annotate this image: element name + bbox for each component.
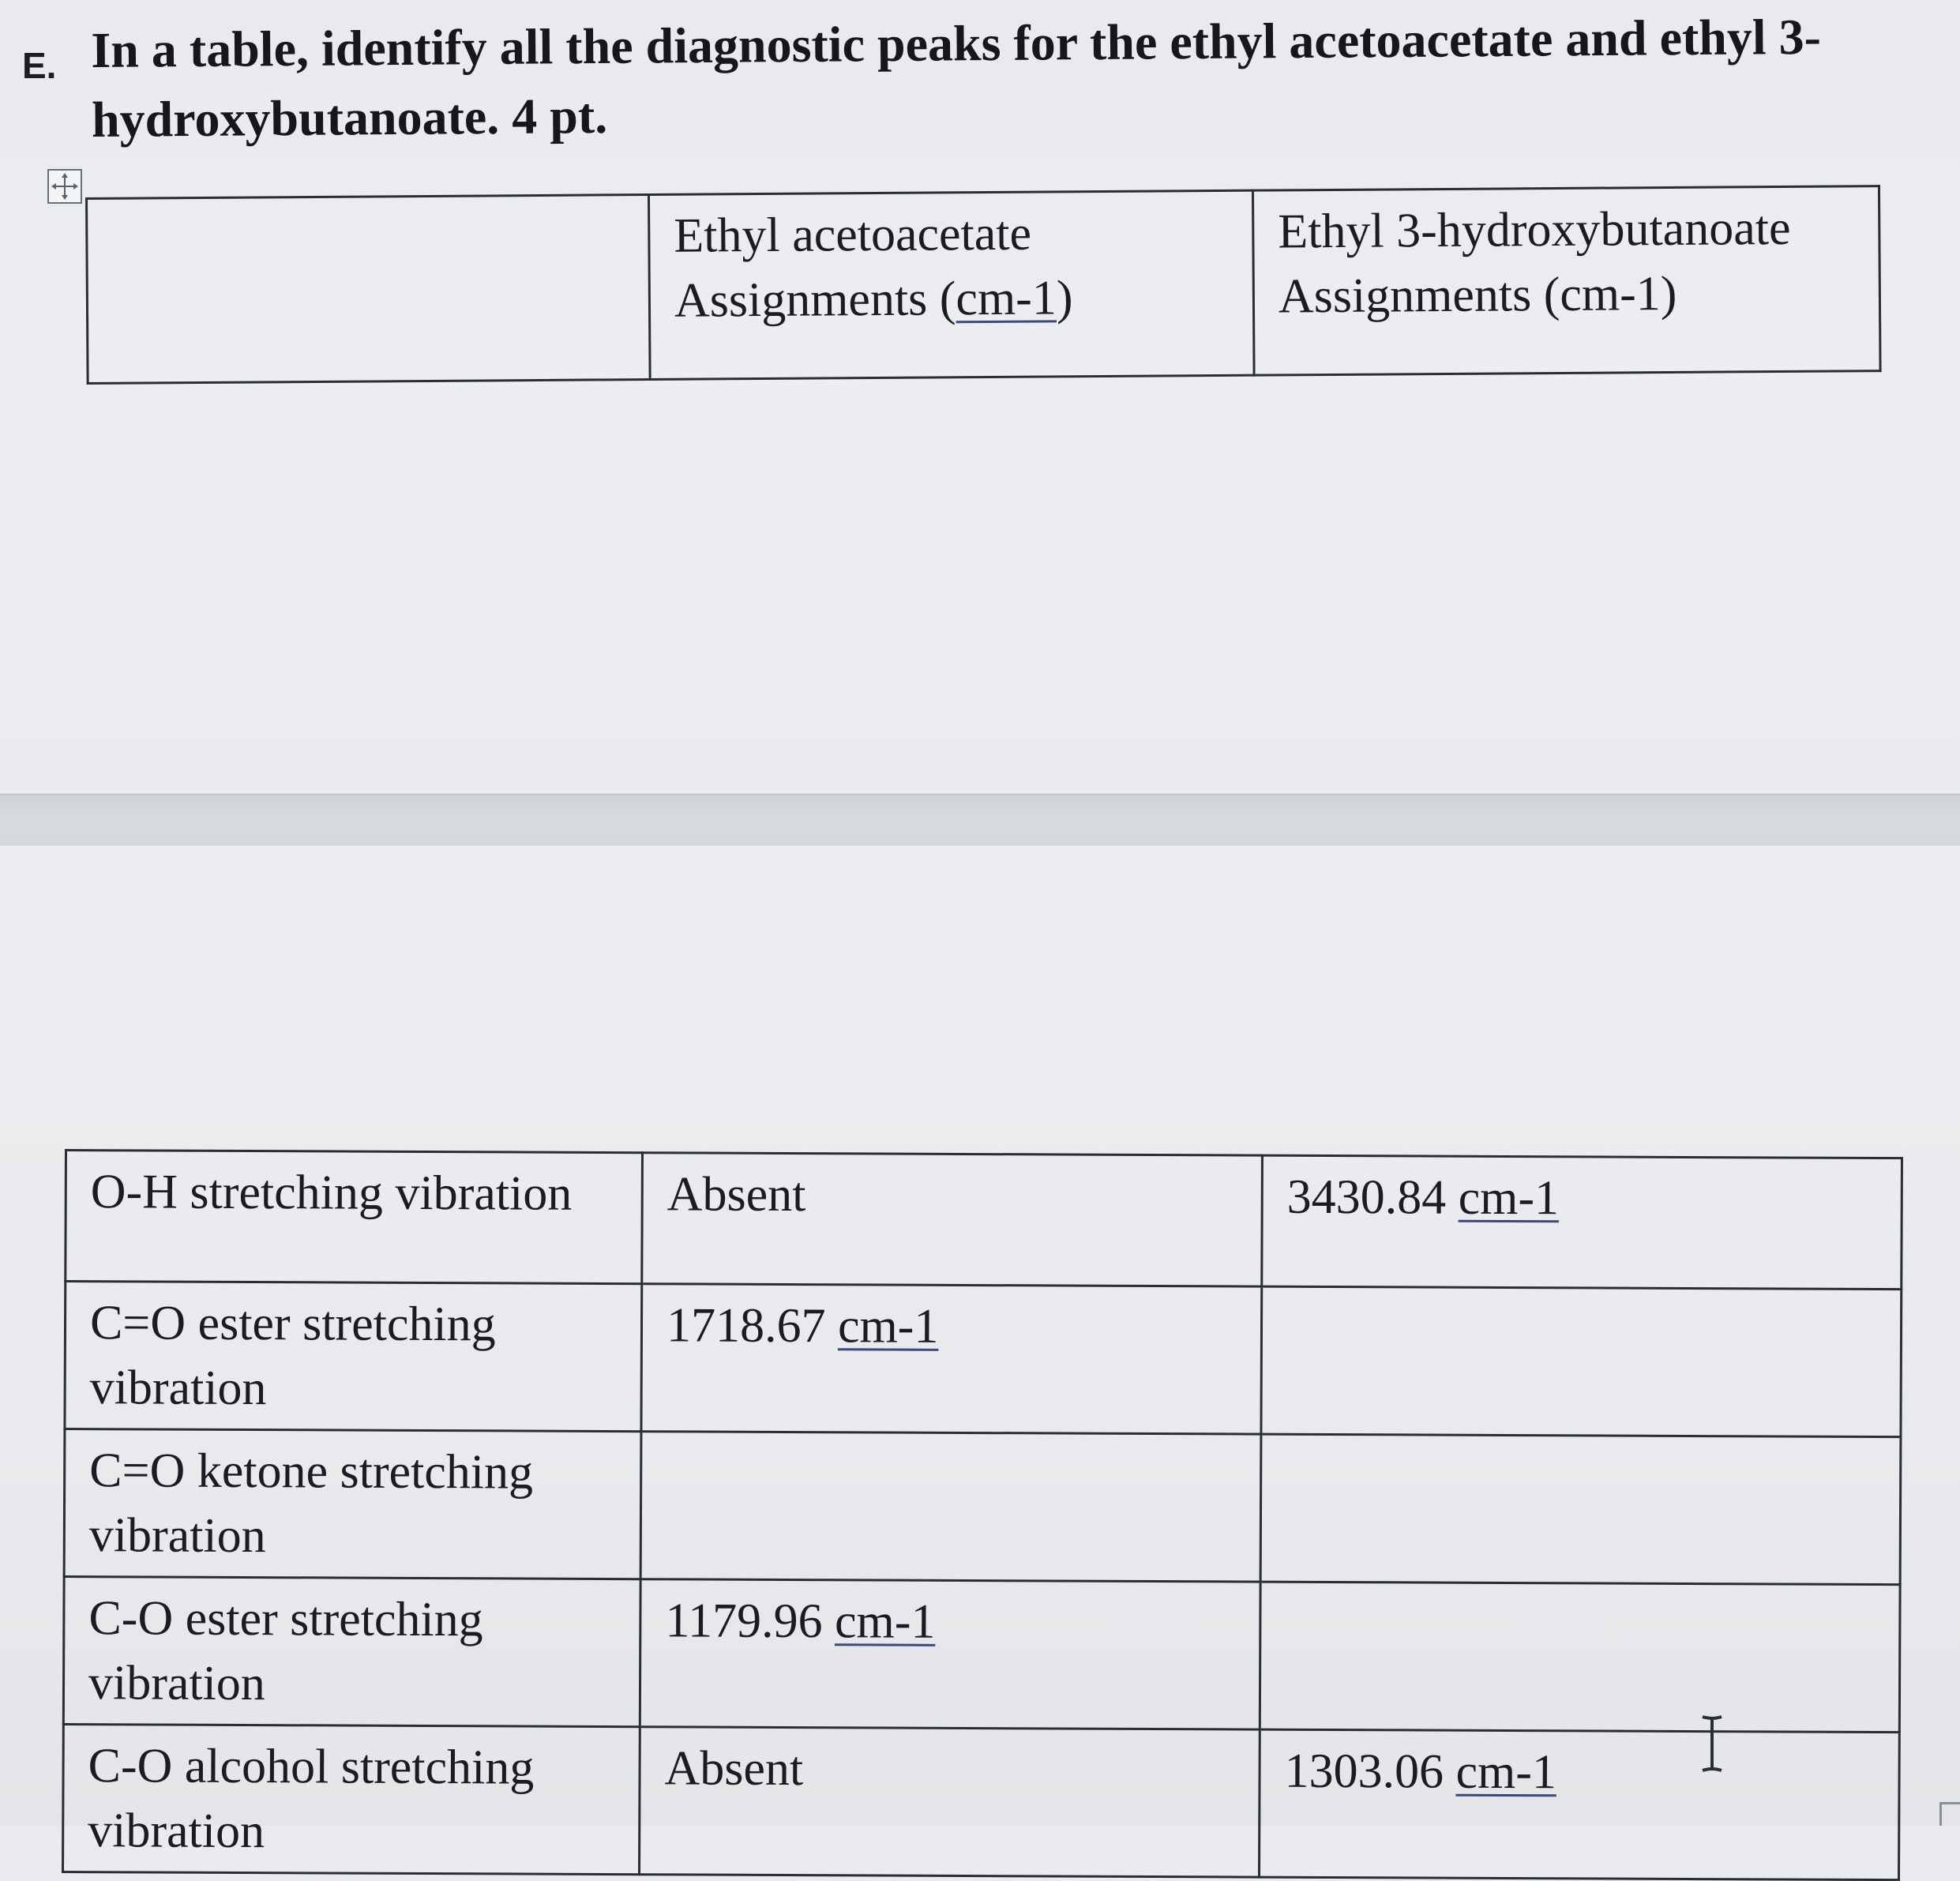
acetoacetate-value-cell[interactable] [639,1727,1260,1877]
header-cell-ethyl-hydroxybutanoate[interactable] [1252,186,1880,376]
vibration-label-cell[interactable]: C=O ester stretching vibration [65,1282,642,1432]
peak-unit: cm-1 [1455,1745,1556,1800]
question-letter: E. [22,44,56,87]
header-cell-empty[interactable] [87,195,651,384]
acetoacetate-value-cell[interactable] [642,1153,1263,1286]
table-row [63,1577,1900,1733]
assignments-prefix: Assignments ( [674,272,956,327]
header-acetoacetate-name: Ethyl acetoacetate [674,200,1229,268]
hydroxybutanoate-value-cell[interactable] [1261,1286,1902,1437]
peak-unit: cm-1 [1459,1171,1560,1226]
acetoacetate-value-cell[interactable] [641,1284,1262,1434]
table-row [65,1282,1902,1437]
table-row [63,1724,1900,1879]
peak-value: Absent [667,1167,806,1222]
header-row [87,186,1881,384]
peak-unit: cm-1 [838,1299,939,1353]
peaks-table [62,1149,1903,1881]
table-row [66,1151,1902,1290]
peak-unit: cm-1 [835,1594,936,1649]
header-acetoacetate-assignments [674,265,1230,333]
peak-value: 1303.06 [1284,1744,1444,1799]
peak-value: 1718.67 [666,1298,826,1353]
hydroxybutanoate-value-cell[interactable] [1260,1434,1901,1585]
peak-value: 1179.96 [665,1594,822,1648]
vibration-label-cell[interactable]: C=O ketone stretching vibration [64,1429,641,1579]
table-row [64,1429,1901,1585]
hydroxybutanoate-value-cell[interactable] [1260,1582,1900,1733]
hydroxybutanoate-value-cell[interactable] [1259,1729,1899,1880]
peak-value: 3430.84 [1287,1170,1447,1225]
question-text[interactable]: In a table, identify all the diagnostic peaks for the ethyl acetoacetate and ethyl 3-hydroxybutanoate. 4 pt. [91,2,1932,155]
page-break [0,794,1960,849]
page-corner-icon [1939,1802,1960,1826]
header-hydroxybutanoate-assignments: Assignments (cm-1) [1279,260,1856,329]
hydroxybutanoate-value-cell[interactable] [1262,1155,1902,1290]
assignments-suffix: ) [1057,271,1073,325]
peak-value: Absent [664,1741,803,1796]
table-move-handle[interactable] [47,169,82,204]
vibration-label-cell[interactable]: C-O ester stretching vibration [63,1577,640,1727]
vibration-label-cell[interactable]: O-H stretching vibration [66,1151,643,1284]
acetoacetate-value-cell[interactable] [640,1432,1261,1582]
text-cursor-icon [1696,1712,1728,1775]
assignments-unit: cm-1 [956,271,1057,325]
acetoacetate-value-cell[interactable] [640,1579,1260,1729]
vibration-label-cell[interactable]: C-O alcohol stretching vibration [63,1724,640,1874]
header-cell-ethyl-acetoacetate[interactable] [648,190,1254,379]
move-arrows-icon [49,171,81,202]
header-hydroxybutanoate-name: Ethyl 3-hydroxybutanoate [1278,195,1855,264]
header-table [85,185,1882,385]
